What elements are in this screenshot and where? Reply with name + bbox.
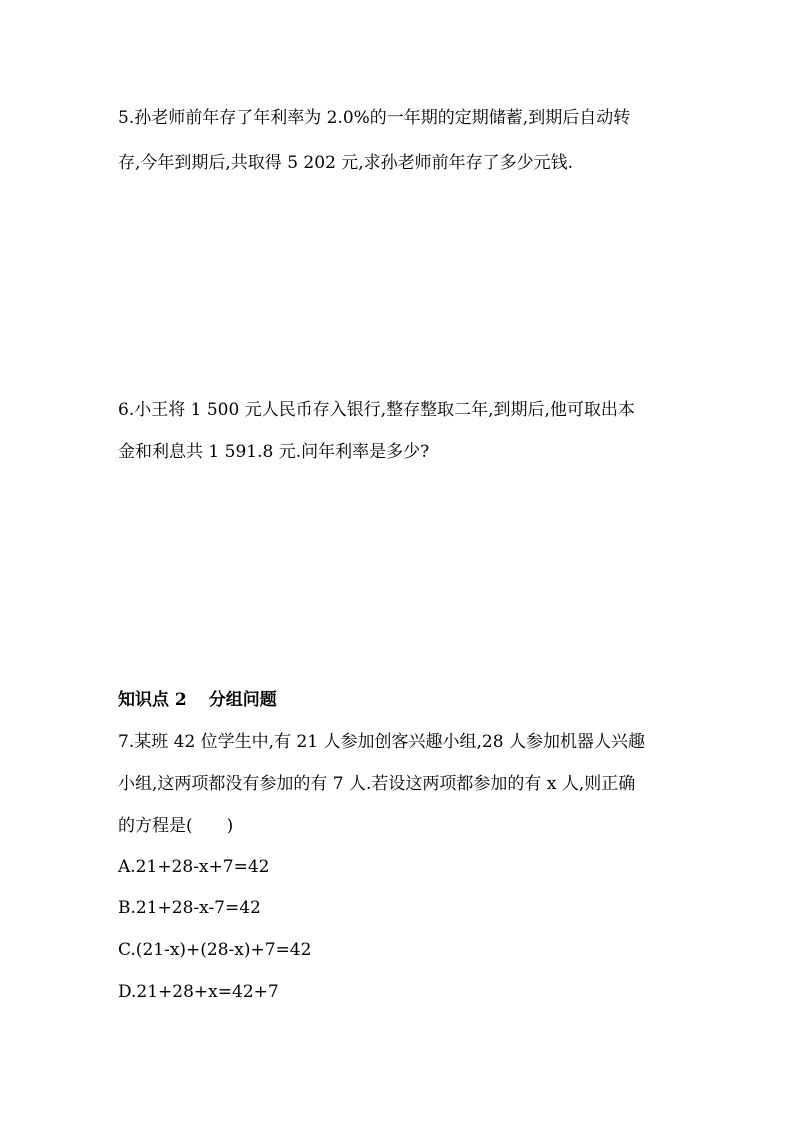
option-c: C.(21-x)+(28-x)+7=42 — [118, 940, 312, 960]
option-b: B.21+28-x-7=42 — [118, 898, 261, 918]
section-title: 分组问题 — [208, 690, 277, 710]
option-a: A.21+28-x+7=42 — [118, 857, 270, 877]
question-6-line-2: 金和利息共 1 591.8 元.问年利率是多少? — [118, 442, 430, 462]
section-heading — [118, 688, 277, 712]
question-7-line-3: 的方程是( ) — [118, 816, 234, 836]
question-7-line-1: 7.某班 42 位学生中,有 21 人参加创客兴趣小组,28 人参加机器人兴趣 — [118, 732, 645, 752]
question-7-line-2: 小组,这两项都没有参加的有 7 人.若设这两项都参加的有 x 人,则正确 — [118, 774, 636, 794]
question-6-line-1: 6.小王将 1 500 元人民币存入银行,整存整取二年,到期后,他可取出本 — [118, 400, 635, 420]
question-5-line-2: 存,今年到期后,共取得 5 202 元,求孙老师前年存了多少元钱. — [118, 153, 574, 173]
option-d: D.21+28+x=42+7 — [118, 982, 279, 1002]
question-5-line-1: 5.孙老师前年存了年利率为 2.0%的一年期的定期储蓄,到期后自动转 — [118, 108, 631, 128]
section-label: 知识点 2 — [118, 690, 187, 710]
